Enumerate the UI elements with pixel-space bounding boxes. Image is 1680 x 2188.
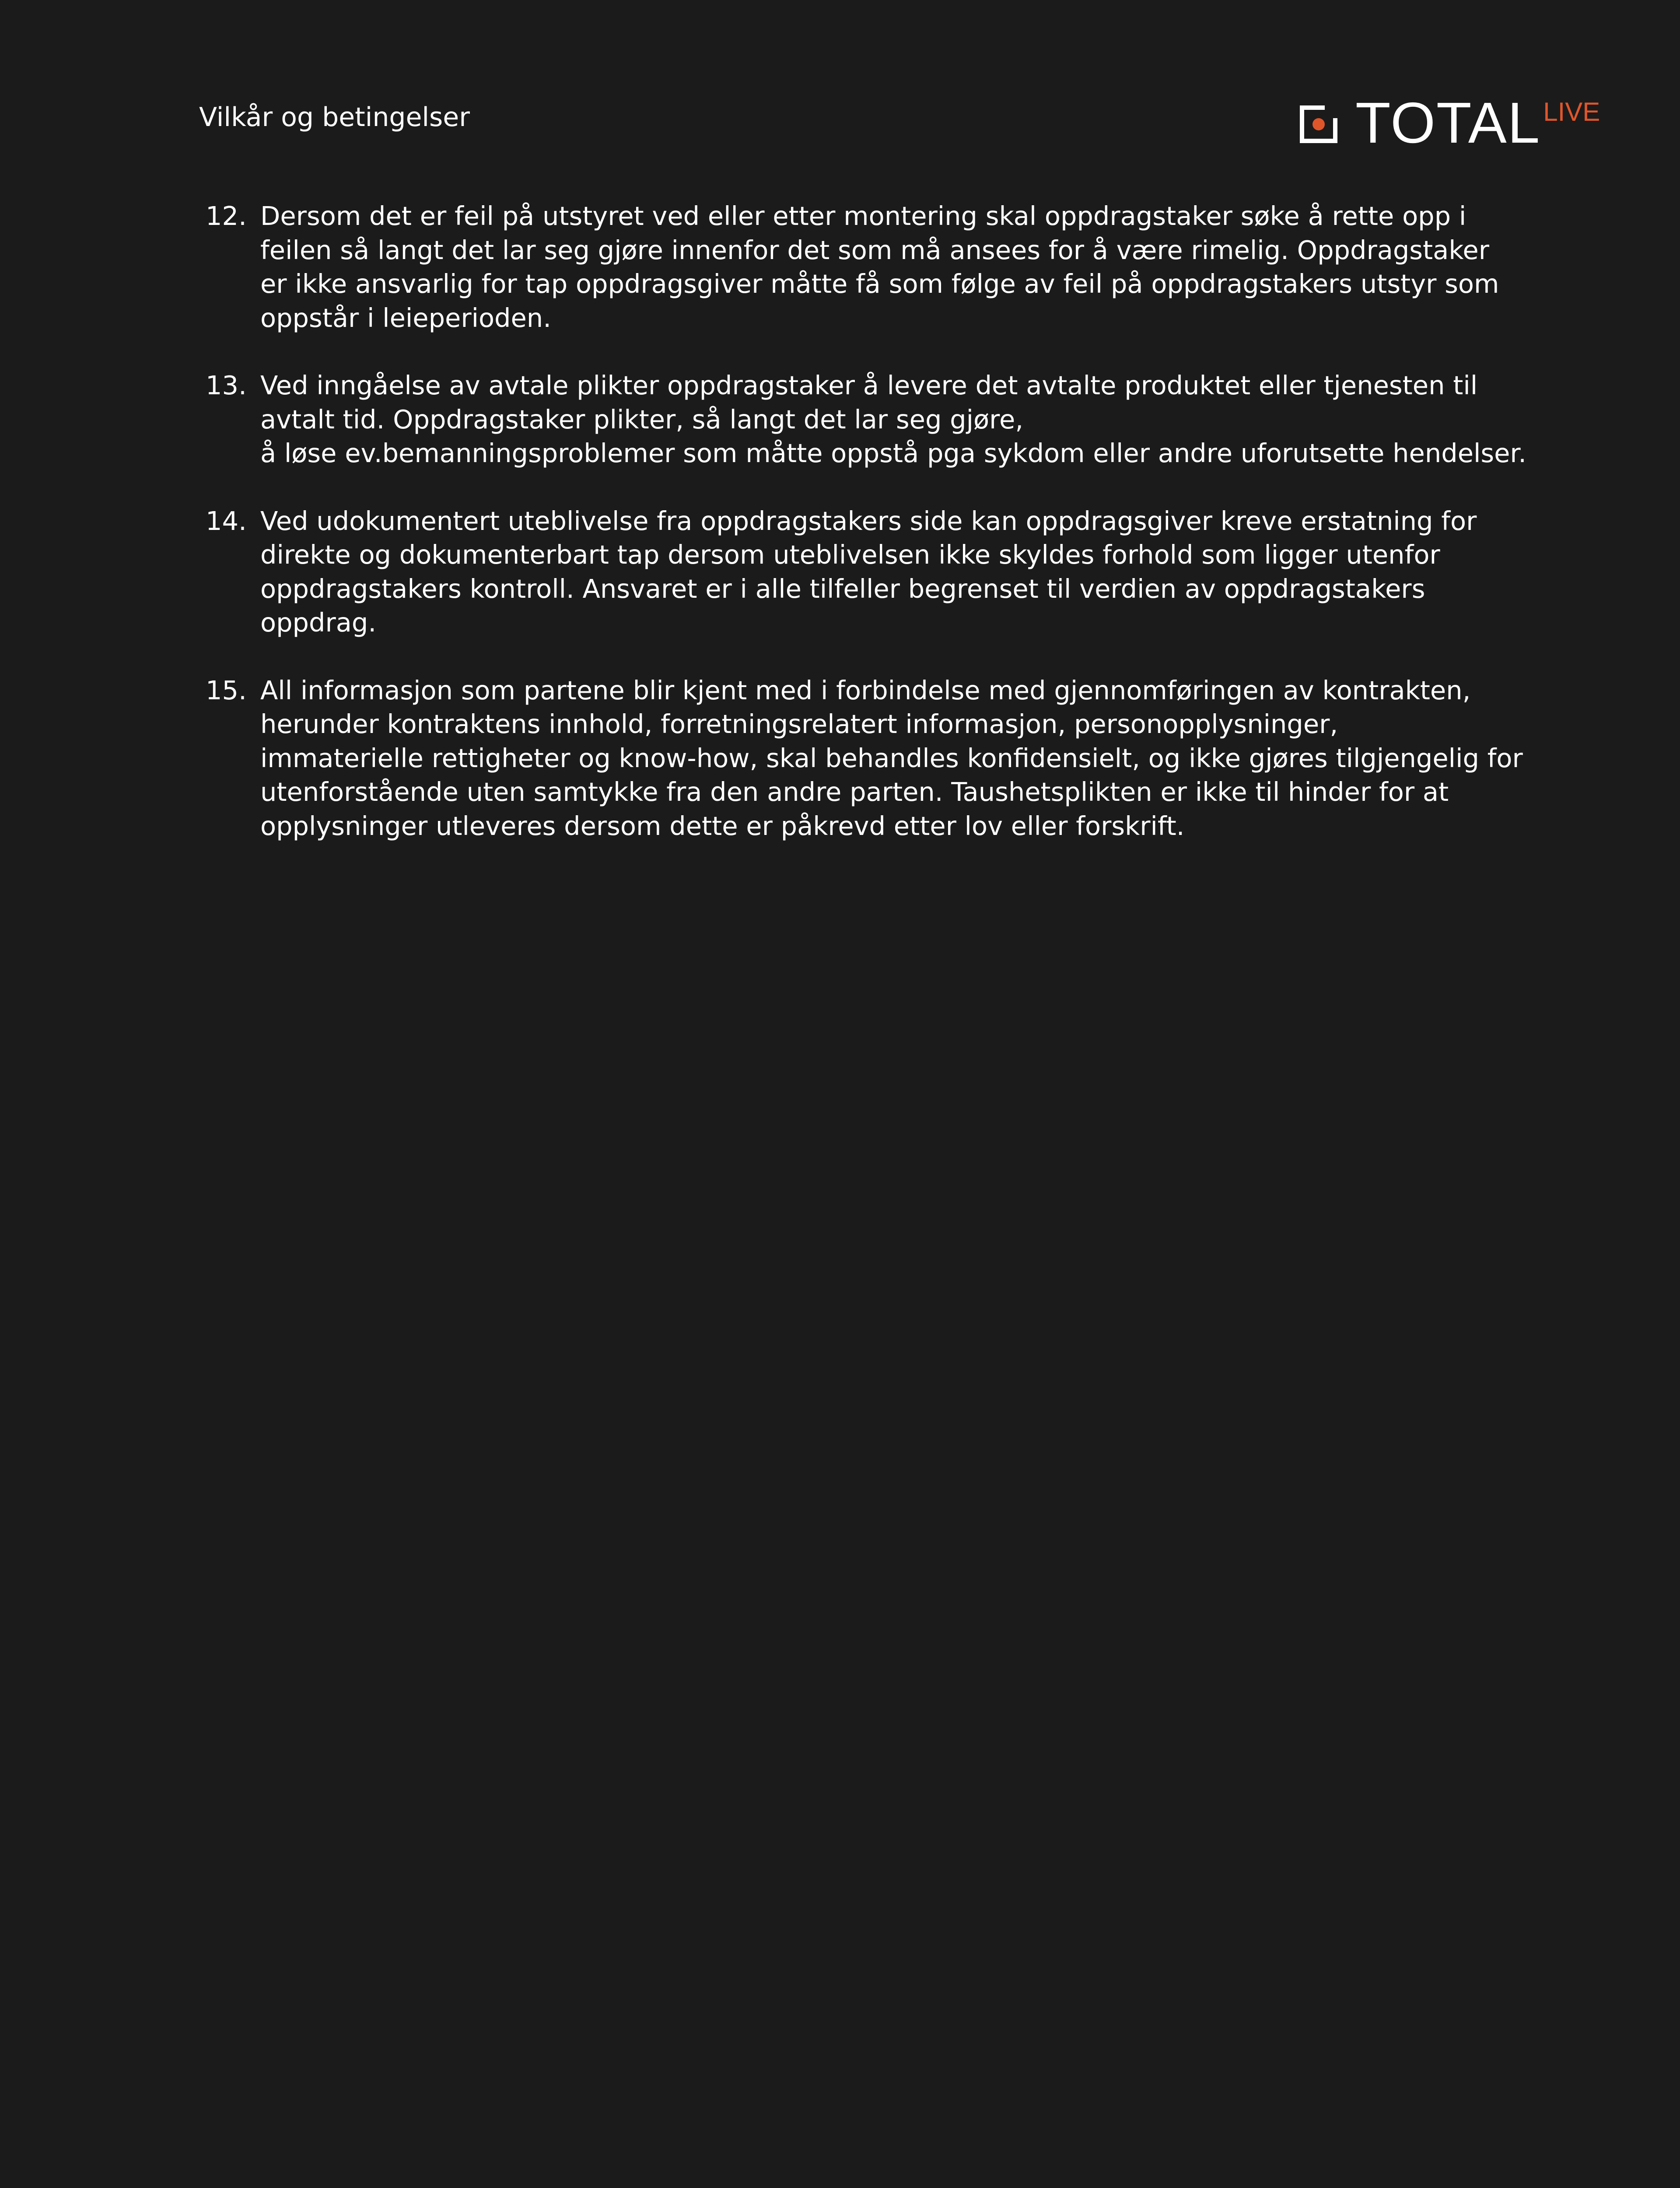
term-line: opplysninger utleveres dersom dette er påkrevd etter lov eller forskrift. [260, 810, 1185, 841]
term-line: All informasjon som partene blir kjent med i forbindelse med gjennomføringen av kontrakten, [260, 675, 1471, 705]
logo-dot [1312, 118, 1325, 130]
term-number: 15. [206, 675, 247, 705]
term-line: oppdragstakers kontroll. Ansvaret er i alle tilfeller begrenset til verdien av oppdragstakers [260, 573, 1425, 604]
term-text [260, 368, 1526, 470]
term-line: Dersom det er feil på utstyret ved eller etter montering skal oppdragstaker søke å rette opp i [260, 201, 1466, 231]
term-line: å løse ev.bemanningsproblemer som måtte oppstå pga sykdom eller andre uforutsette hendelser. [260, 438, 1527, 468]
term-item [206, 504, 1488, 640]
term-line: Ved udokumentert uteblivelse fra oppdragstakers side kan oppdragsgiver kreve erstatning for [260, 505, 1477, 536]
term-line: direkte og dokumenterbart tap dersom uteblivelsen ikke skyldes forhold som ligger utenfor [260, 540, 1440, 570]
term-line: oppdrag. [260, 607, 377, 638]
term-line: herunder kontraktens innhold, forretningsrelatert informasjon, personopplysninger, [260, 709, 1338, 739]
square-dot-logo-icon [1298, 104, 1339, 144]
term-number: 12. [206, 201, 247, 231]
logo-wordmark: TOTAL [1355, 91, 1541, 155]
page-header-title: Vilkår og betingelser [199, 102, 470, 133]
term-line: oppstår i leieperioden. [260, 302, 551, 333]
term-line: Ved inngåelse av avtale plikter oppdragstaker å levere det avtalte produktet eller tjenesten til [260, 370, 1478, 400]
logo-superscript: LIVE [1543, 97, 1600, 126]
term-text [260, 504, 1488, 640]
term-text [260, 199, 1499, 335]
term-item [206, 199, 1499, 335]
terms-list [206, 199, 1527, 877]
term-line: immaterielle rettigheter og know-how, skal behandles konfidensielt, og ikke gjøres tilgjengelig for [260, 743, 1523, 773]
term-number: 13. [206, 370, 247, 400]
term-line: er ikke ansvarlig for tap oppdragsgiver måtte få som følge av feil på oppdragstakers utstyr som [260, 269, 1499, 299]
term-number: 14. [206, 505, 247, 536]
term-line: feilen så langt det lar seg gjøre innenfor det som må ansees for å være rimelig. Oppdragstaker [260, 235, 1489, 265]
term-line: avtalt tid. Oppdragstaker plikter, så langt det lar seg gjøre, [260, 404, 1024, 435]
term-item [206, 673, 1523, 843]
total-live-logo [1298, 91, 1600, 155]
term-item [206, 368, 1527, 470]
term-line: utenforstående uten samtykke fra den andre parten. Taushetsplikten er ikke til hinder for at [260, 777, 1449, 807]
term-text [260, 673, 1523, 843]
